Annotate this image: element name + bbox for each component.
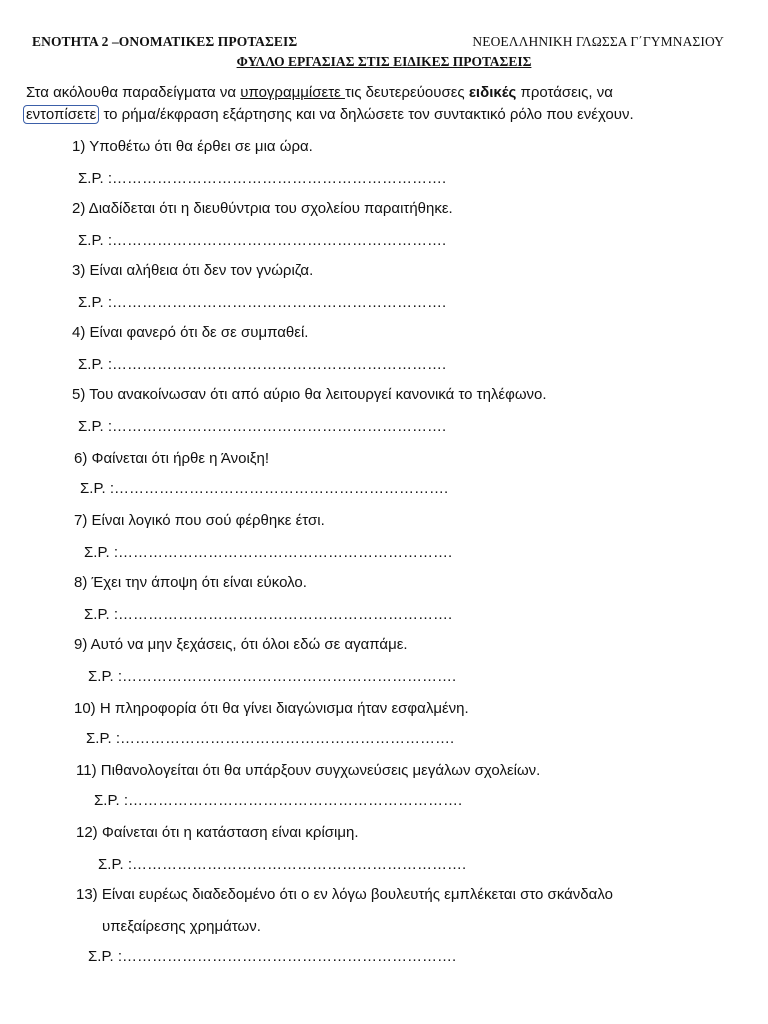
question-8: 8) Έχει την άποψη ότι είναι εύκολο. [74,574,307,591]
answer-label: Σ.Ρ. : [86,730,121,747]
instructions-line-1 [26,84,726,101]
answer-dots: …………………………………………………………. [112,232,447,249]
question-13-continuation: υπεξαίρεσης χρημάτων. [102,918,261,935]
question-10: 10) Η πληροφορία ότι θα γίνει διαγώνισμα ήταν εσφαλμένη. [74,700,469,717]
answer-label: Σ.Ρ. : [80,480,115,497]
answer-line-2[interactable] [78,232,446,249]
answer-dots: …………………………………………………………. [112,170,447,187]
answer-line-6[interactable] [80,480,448,497]
answer-line-4[interactable] [78,356,446,373]
question-4: 4) Είναι φανερό ότι δε σε συμπαθεί. [72,324,309,341]
question-5: 5) Του ανακοίνωσαν ότι από αύριο θα λειτουργεί κανονικά το τηλέφωνο. [72,386,547,403]
answer-label: Σ.Ρ. : [84,544,119,561]
question-2: 2) Διαδίδεται ότι η διευθύντρια του σχολείου παραιτήθηκε. [72,200,453,217]
instr-text: τις δευτερεύουσες [344,84,469,101]
answer-dots: …………………………………………………………. [112,356,447,373]
answer-label: Σ.Ρ. : [78,294,113,311]
answer-label: Σ.Ρ. : [88,668,123,685]
instr-boxed-word: εντοπίσετε [23,105,99,124]
instr-text: Στα ακόλουθα παραδείγματα να [26,84,241,101]
question-13: 13) Είναι ευρέως διαδεδομένο ότι ο εν λόγω βουλευτής εμπλέκεται στο σκάνδαλο [76,886,613,903]
question-7: 7) Είναι λογικό που σού φέρθηκε έτσι. [74,512,325,529]
answer-dots: …………………………………………………………. [112,294,447,311]
answer-dots: …………………………………………………………. [132,856,467,873]
instr-underline-word: υπογραμμίσετε [240,84,345,101]
answer-line-5[interactable] [78,418,446,435]
answer-dots: …………………………………………………………. [128,792,463,809]
answer-dots: …………………………………………………………. [122,948,457,965]
answer-dots: …………………………………………………………. [112,418,447,435]
answer-line-8[interactable] [84,606,452,623]
answer-label: Σ.Ρ. : [94,792,129,809]
answer-label: Σ.Ρ. : [78,232,113,249]
answer-label: Σ.Ρ. : [88,948,123,965]
question-3: 3) Είναι αλήθεια ότι δεν τον γνώριζα. [72,262,314,279]
answer-label: Σ.Ρ. : [78,418,113,435]
answer-label: Σ.Ρ. : [84,606,119,623]
answer-line-3[interactable] [78,294,446,311]
question-11: 11) Πιθανολογείται ότι θα υπάρξουν συγχωνεύσεις μεγάλων σχολείων. [76,762,541,779]
instr-text: προτάσεις, να [516,84,613,101]
question-9: 9) Αυτό να μην ξεχάσεις, ότι όλοι εδώ σε αγαπάμε. [74,636,408,653]
page-title: ΦΥΛΛΟ ΕΡΓΑΣΙΑΣ ΣΤΙΣ ΕΙΔΙΚΕΣ ΠΡΟΤΑΣΕΙΣ [236,54,532,69]
question-12: 12) Φαίνεται ότι η κατάσταση είναι κρίσιμη. [76,824,359,841]
question-6: 6) Φαίνεται ότι ήρθε η Άνοιξη! [74,450,269,467]
header-unit: ΕΝΟΤΗΤΑ 2 –ΟΝΟΜΑΤΙΚΕΣ ΠΡΟΤΑΣΕΙΣ [32,34,298,49]
answer-line-11[interactable] [94,792,462,809]
answer-dots: …………………………………………………………. [114,480,449,497]
answer-line-1[interactable] [78,170,446,187]
answer-line-13[interactable] [88,948,456,965]
header-subject: ΝΕΟΕΛΛΗΝΙΚΗ ΓΛΩΣΣΑ Γ΄ΓΥΜΝΑΣΙΟΥ [472,34,724,49]
answer-dots: …………………………………………………………. [118,544,453,561]
answer-label: Σ.Ρ. : [78,356,113,373]
instructions-line-2 [26,106,726,123]
answer-dots: …………………………………………………………. [120,730,455,747]
instr-text: το ρήμα/έκφραση εξάρτησης και να δηλώσετε τον συντακτικό ρόλο που ενέχουν. [99,106,634,123]
answer-line-9[interactable] [88,668,456,685]
answer-dots: …………………………………………………………. [122,668,457,685]
answer-line-12[interactable] [98,856,466,873]
question-1: 1) Υποθέτω ότι θα έρθει σε μια ώρα. [72,138,313,155]
answer-label: Σ.Ρ. : [78,170,113,187]
answer-dots: …………………………………………………………. [118,606,453,623]
answer-label: Σ.Ρ. : [98,856,133,873]
instr-bold-word: ειδικές [468,84,517,101]
answer-line-10[interactable] [86,730,454,747]
answer-line-7[interactable] [84,544,452,561]
